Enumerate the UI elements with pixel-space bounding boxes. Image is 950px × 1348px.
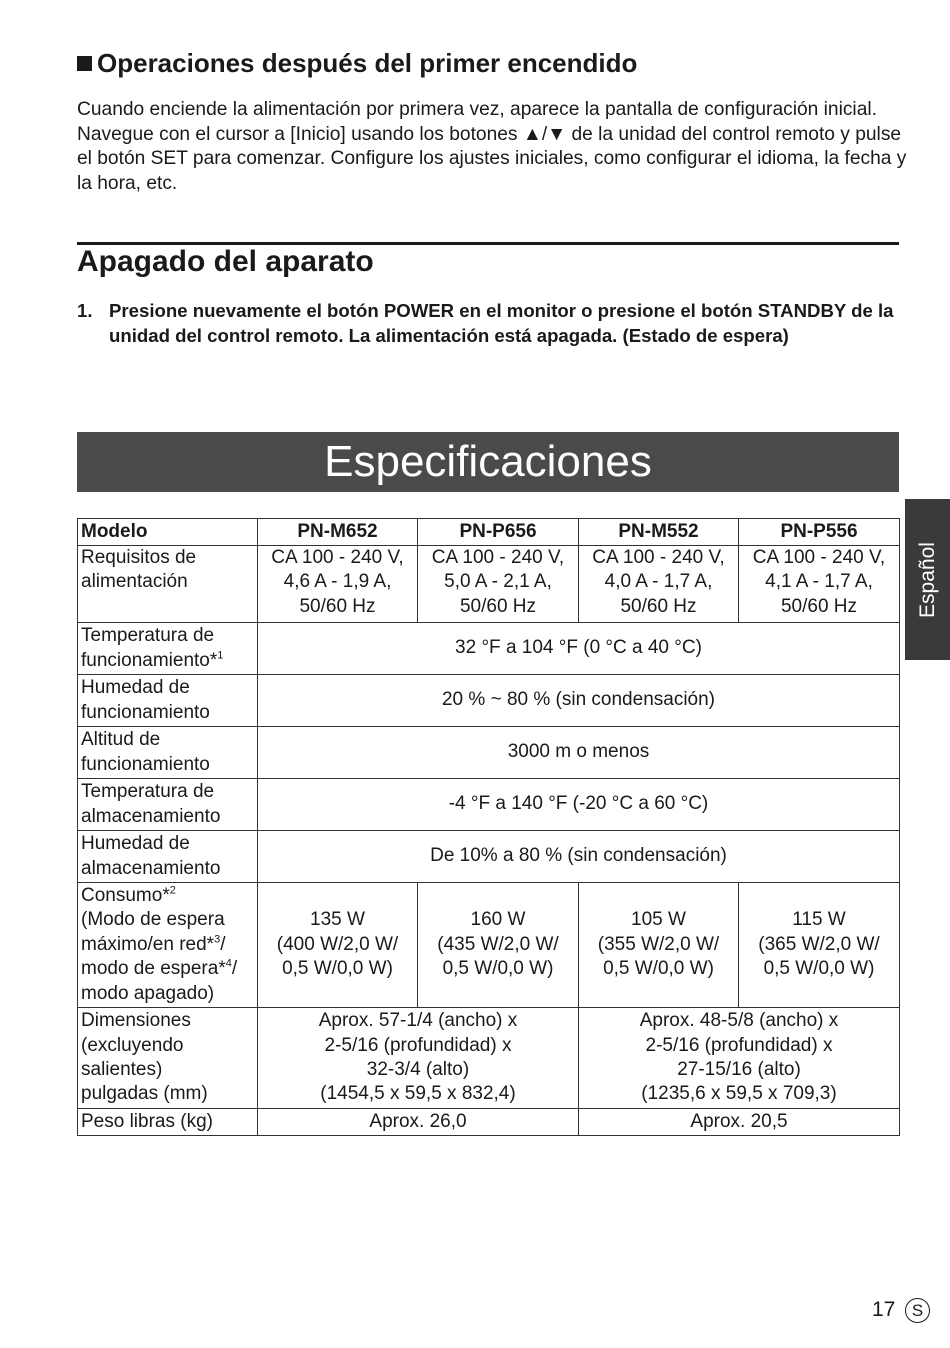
language-circle-icon: S xyxy=(905,1298,930,1323)
table-cell: 105 W (355 W/2,0 W/ 0,5 W/0,0 W) xyxy=(579,883,739,1008)
table-cell: CA 100 - 240 V, 5,0 A - 2,1 A, 50/60 Hz xyxy=(418,546,579,623)
table-cell: 32 °F a 104 °F (0 °C a 40 °C) xyxy=(258,623,900,675)
table-header-row xyxy=(78,519,900,546)
language-side-tab-label: Español xyxy=(915,541,939,618)
step-number: 1. xyxy=(77,300,93,321)
table-row-op-humidity xyxy=(78,675,900,727)
row-label: Dimensiones (excluyendo salientes) pulgadas (mm) xyxy=(78,1008,258,1109)
table-cell: 160 W (435 W/2,0 W/ 0,5 W/0,0 W) xyxy=(418,883,579,1008)
table-row-op-temp xyxy=(78,623,900,675)
square-bullet-icon xyxy=(77,56,92,71)
row-label: Requisitos de alimentación xyxy=(78,546,258,623)
row-label: Temperatura de almacenamiento xyxy=(78,779,258,831)
header-model: PN-M552 xyxy=(579,519,739,546)
table-cell: De 10% a 80 % (sin condensación) xyxy=(258,831,900,883)
table-row-op-altitude xyxy=(78,727,900,779)
row-label: Humedad de funcionamiento xyxy=(78,675,258,727)
table-cell: Aprox. 26,0 xyxy=(258,1109,579,1136)
table-row-weight xyxy=(78,1109,900,1136)
table-cell: 3000 m o menos xyxy=(258,727,900,779)
row-label: Consumo*$^2$ (Modo de espera máximo/en red*$^3$/ modo de espera*$^4$/ modo apagado) xyxy=(78,883,258,1008)
header-model: PN-P556 xyxy=(739,519,900,546)
table-row-storage-humidity xyxy=(78,831,900,883)
table-cell: Aprox. 57-1/4 (ancho) x 2-5/16 (profundidad) x 32-3/4 (alto) (1454,5 x 59,5 x 832,4) xyxy=(258,1008,579,1109)
table-cell: CA 100 - 240 V, 4,0 A - 1,7 A, 50/60 Hz xyxy=(579,546,739,623)
table-row-consumption xyxy=(78,883,900,1008)
table-cell: 115 W (365 W/2,0 W/ 0,5 W/0,0 W) xyxy=(739,883,900,1008)
language-side-tab xyxy=(905,499,950,660)
header-model-label: Modelo xyxy=(78,519,258,546)
table-cell: CA 100 - 240 V, 4,1 A - 1,7 A, 50/60 Hz xyxy=(739,546,900,623)
page-number: 17 xyxy=(872,1298,896,1321)
table-row-storage-temp xyxy=(78,779,900,831)
section-heading-apagado: Apagado del aparato xyxy=(77,245,374,278)
table-cell: Aprox. 48-5/8 (ancho) x 2-5/16 (profundidad) x 27-15/16 (alto) (1235,6 x 59,5 x 709,3) xyxy=(579,1008,900,1109)
row-label: Altitud de funcionamiento xyxy=(78,727,258,779)
table-row-power xyxy=(78,546,900,623)
specs-banner: Especificaciones xyxy=(77,432,899,492)
header-model: PN-P656 xyxy=(418,519,579,546)
table-cell: CA 100 - 240 V, 4,6 A - 1,9 A, 50/60 Hz xyxy=(258,546,418,623)
section-heading-operaciones xyxy=(77,48,637,79)
table-cell: -4 °F a 140 °F (-20 °C a 60 °C) xyxy=(258,779,900,831)
row-label: Humedad de almacenamiento xyxy=(78,831,258,883)
header-model: PN-M652 xyxy=(258,519,418,546)
row-label: Peso libras (kg) xyxy=(78,1109,258,1136)
table-cell: 20 % ~ 80 % (sin condensación) xyxy=(258,675,900,727)
table-row-dimensions xyxy=(78,1008,900,1109)
table-cell: 135 W (400 W/2,0 W/ 0,5 W/0,0 W) xyxy=(258,883,418,1008)
step-item xyxy=(77,299,907,348)
step-text: Presione nuevamente el botón POWER en el monitor o presione el botón STANDBY de la unidad del control remoto. La alimentación está apagada. (Estado de espera) xyxy=(109,300,894,346)
section-heading-text: Operaciones después del primer encendido xyxy=(97,48,638,78)
row-label: Temperatura de funcionamiento*$^1$ xyxy=(78,623,258,675)
table-cell: Aprox. 20,5 xyxy=(579,1109,900,1136)
specifications-table xyxy=(77,518,900,1136)
operaciones-paragraph: Cuando enciende la alimentación por primera vez, aparece la pantalla de configuración inicial. Navegue con el cursor a [Inicio] usando los botones ▲/▼ de la unidad del control remoto y pulse el botón SET para comenzar. Configure los ajustes iniciales, como configurar el idioma, la fecha y la hora, etc. xyxy=(77,99,907,194)
